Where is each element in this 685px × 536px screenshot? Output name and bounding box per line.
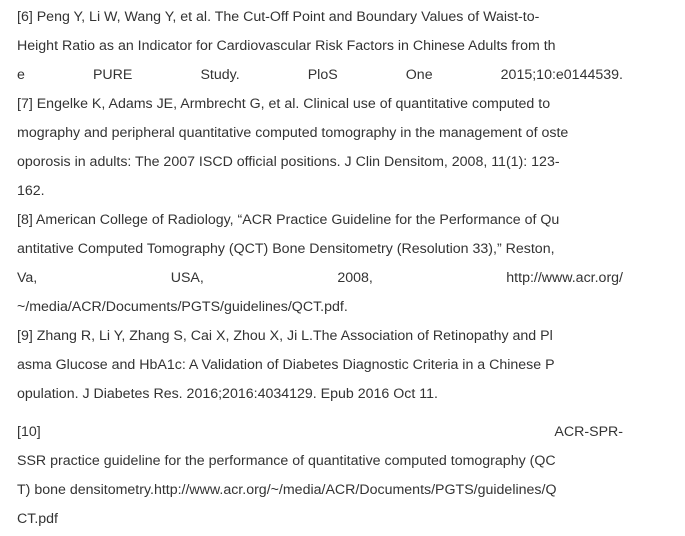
ref-6-word: 2015;10:e0144539. (500, 67, 623, 83)
ref-6-word: PURE (92, 67, 133, 83)
ref-7-line: mography and peripheral quantitative computed tomography in the management of oste (17, 125, 569, 141)
ref-6-line (17, 61, 623, 90)
ref-6-word: Study. (200, 67, 240, 83)
ref-6-word: PloS (307, 67, 338, 83)
ref-8-word: USA, (170, 270, 204, 286)
ref-8-word: 2008, (337, 270, 373, 286)
ref-8-line: antitative Computed Tomography (QCT) Bone Densitometry (Resolution 33),” Reston, (17, 241, 555, 257)
ref-10-word: [10] (17, 424, 41, 440)
ref-6-word: One (405, 67, 433, 83)
ref-10-line: SSR practice guideline for the performance of quantitative computed tomography (QC (17, 453, 556, 469)
ref-8-line (17, 264, 623, 293)
ref-6-line: Height Ratio as an Indicator for Cardiovascular Risk Factors in Chinese Adults from th (17, 38, 556, 54)
ref-9-line: [9] Zhang R, Li Y, Zhang S, Cai X, Zhou X, Ji L.The Association of Retinopathy and Pl (17, 328, 553, 344)
ref-8-line: [8] American College of Radiology, “ACR Practice Guideline for the Performance of Qu (17, 212, 560, 228)
ref-9-line: asma Glucose and HbA1c: A Validation of Diabetes Diagnostic Criteria in a Chinese P (17, 357, 555, 373)
ref-7-line: oporosis in adults: The 2007 ISCD official positions. J Clin Densitom, 2008, 11(1): 123- (17, 154, 560, 170)
ref-7-line: [7] Engelke K, Adams JE, Armbrecht G, et al. Clinical use of quantitative computed to (17, 96, 551, 112)
ref-8-word: http://www.acr.org/ (506, 270, 623, 286)
ref-10-line (17, 418, 623, 447)
ref-6-word: e (17, 67, 25, 83)
ref-10-line: CT.pdf (17, 511, 59, 527)
ref-10-word: ACR-SPR- (554, 424, 623, 440)
ref-6-line: [6] Peng Y, Li W, Wang Y, et al. The Cut-Off Point and Boundary Values of Waist-to- (17, 9, 540, 25)
ref-9-line: opulation. J Diabetes Res. 2016;2016:4034129. Epub 2016 Oct 11. (17, 386, 438, 402)
ref-8-word: Va, (17, 270, 38, 286)
ref-8-line: ~/media/ACR/Documents/PGTS/guidelines/QCT.pdf. (17, 299, 348, 315)
ref-10-line: T) bone densitometry.http://www.acr.org/~/media/ACR/Documents/PGTS/guidelines/Q (17, 482, 557, 498)
ref-7-line: 162. (17, 183, 45, 199)
